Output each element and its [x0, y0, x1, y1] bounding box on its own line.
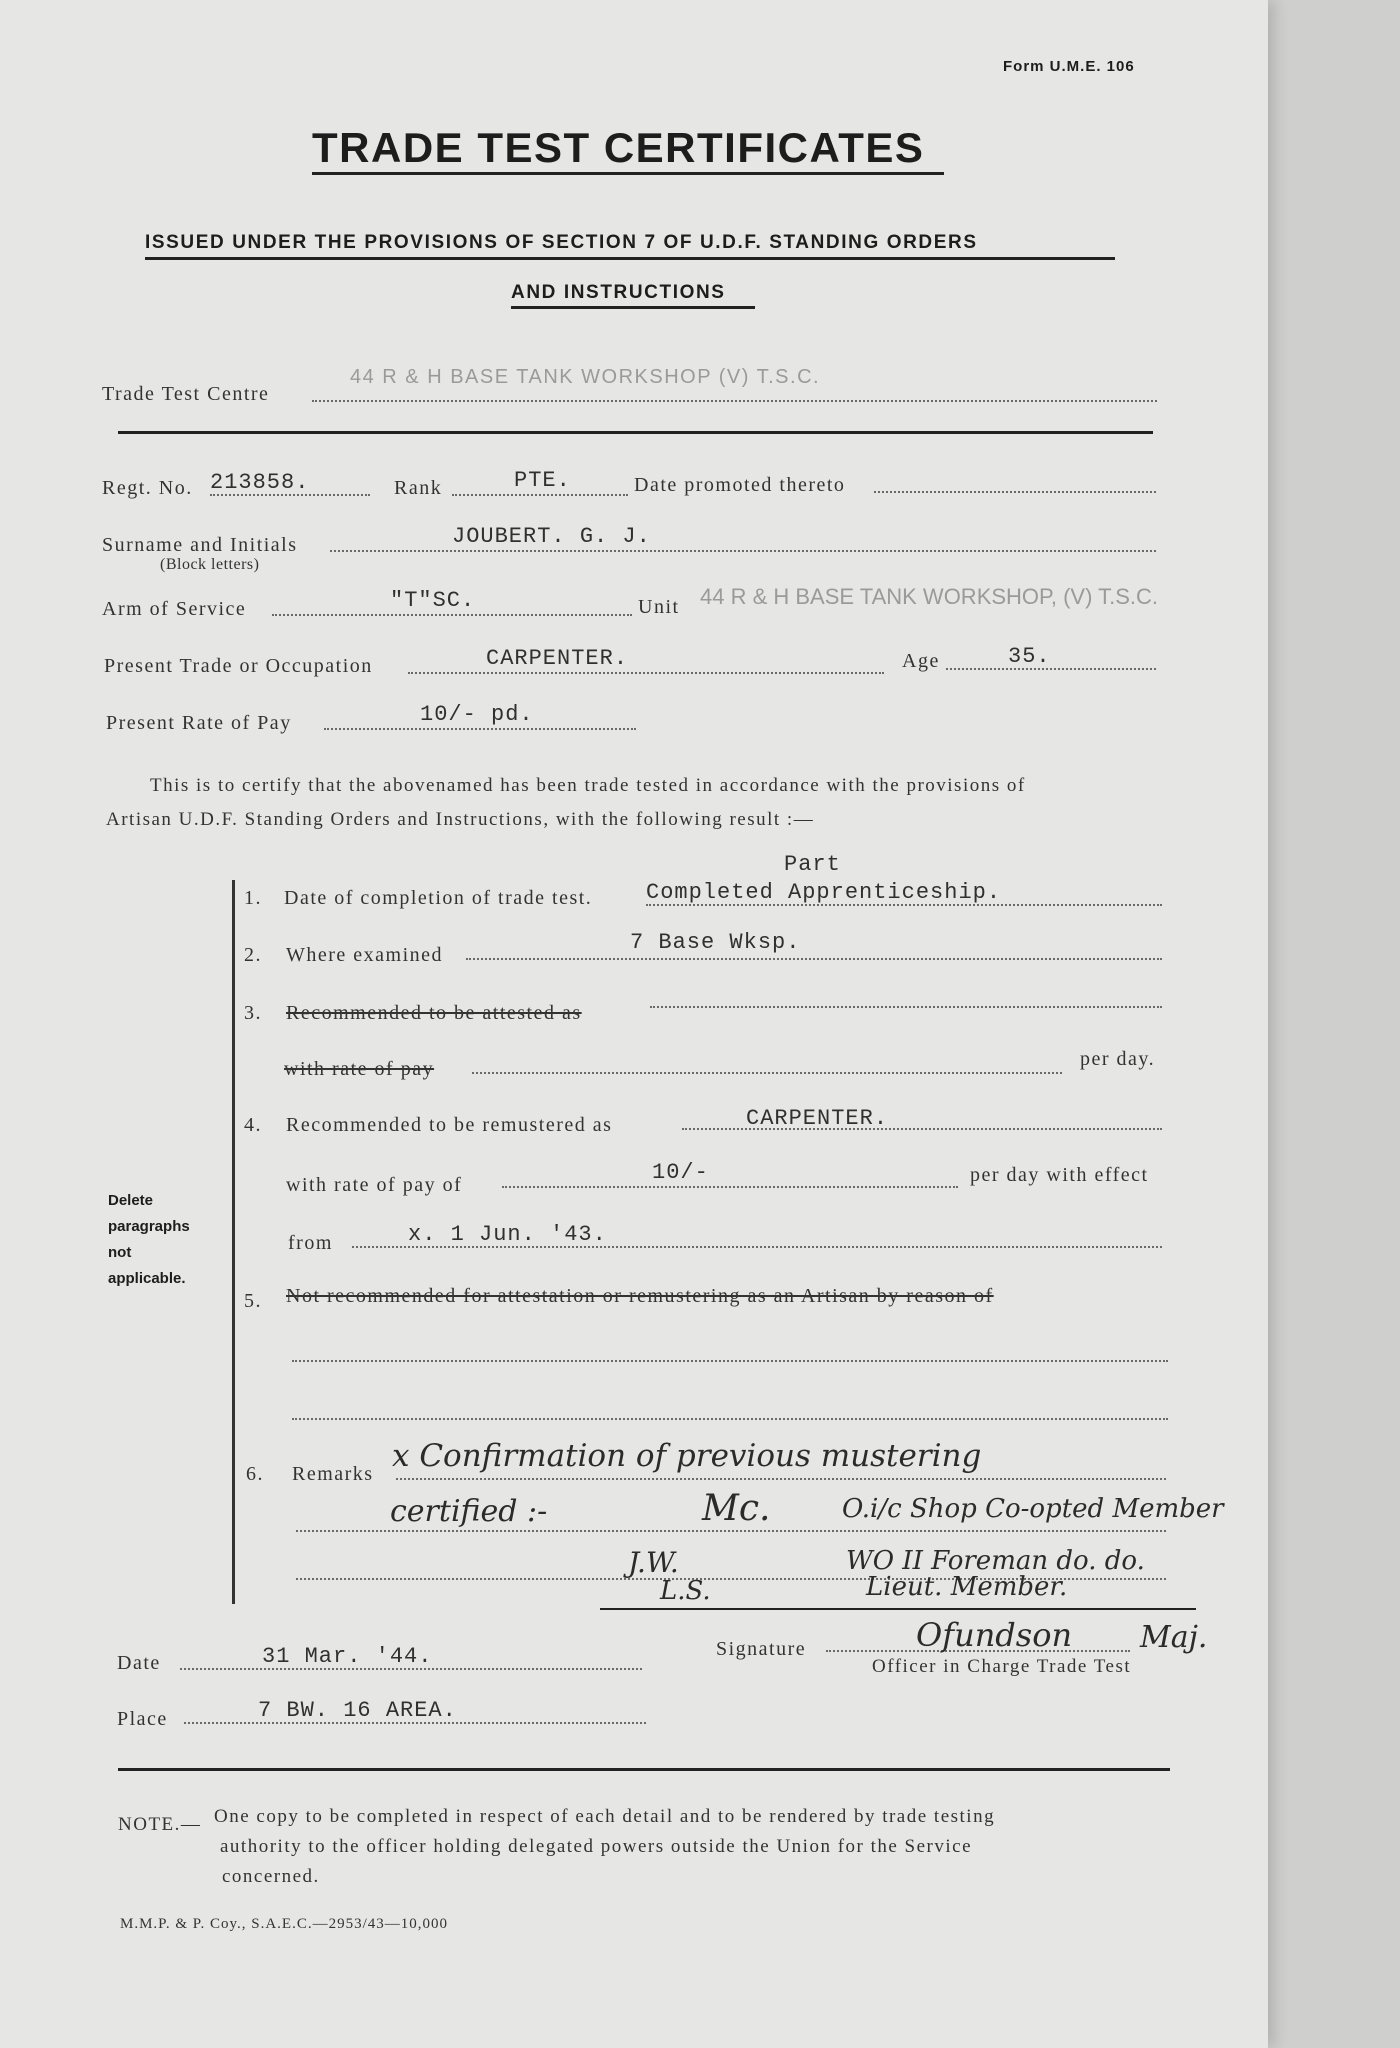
officer-label: Officer in Charge Trade Test — [872, 1656, 1132, 1677]
signature-3: L.S. — [660, 1576, 711, 1606]
item4-value: CARPENTER. — [746, 1106, 889, 1131]
section-rule-bottom — [118, 1768, 1170, 1771]
remarks-line2a: certified :- — [390, 1494, 548, 1529]
item3-number: 3. — [244, 1002, 262, 1024]
remarks-line3: WO II Foreman do. do. — [846, 1546, 1145, 1576]
signature-suffix: Maj. — [1140, 1620, 1208, 1655]
printer-imprint: M.M.P. & P. Coy., S.A.E.C.—2953/43—10,000 — [120, 1916, 448, 1932]
arm-of-service-label: Arm of Service — [102, 598, 247, 620]
place-label: Place — [117, 1708, 168, 1730]
certify-text-line2: Artisan U.D.F. Standing Orders and Instructions, with the following result :— — [106, 809, 815, 830]
dotted-line — [452, 494, 628, 496]
signature-label: Signature — [716, 1638, 807, 1660]
items-bracket — [232, 880, 235, 1604]
remarks-line4: Lieut. Member. — [866, 1572, 1068, 1602]
item4-number: 4. — [244, 1114, 262, 1136]
remarks-line1: x Confirmation of previous mustering — [392, 1438, 982, 1474]
dotted-line — [324, 728, 636, 730]
dotted-line — [472, 1072, 1062, 1074]
item2-number: 2. — [244, 944, 262, 966]
date-promoted-label: Date promoted thereto — [634, 474, 846, 496]
unit-label: Unit — [638, 596, 680, 618]
dotted-line — [210, 494, 370, 496]
regt-no-value: 213858. — [210, 470, 310, 495]
item4-effect-text: per day with effect — [970, 1164, 1149, 1186]
dotted-line — [292, 1360, 1168, 1362]
item4-from-value: x. 1 Jun. '43. — [408, 1222, 607, 1247]
note-line2: authority to the officer holding delegated powers outside the Union for the Service — [220, 1836, 973, 1857]
item4-label: Recommended to be remustered as — [286, 1114, 613, 1136]
surname-label: Surname and Initials — [102, 534, 298, 556]
surname-value: JOUBERT. G. J. — [452, 524, 651, 549]
dotted-line — [466, 958, 1162, 960]
item1-insert: Part — [784, 852, 841, 877]
item5-label: Not recommended for attestation or remustering as an Artisan by reason of — [286, 1285, 994, 1307]
item1-number: 1. — [244, 887, 262, 909]
place-value: 7 BW. 16 AREA. — [258, 1698, 457, 1723]
remarks-underline — [600, 1608, 1196, 1610]
arm-of-service-value: "T"SC. — [390, 588, 476, 613]
form-number: Form U.M.E. 106 — [1003, 58, 1135, 75]
page-title: TRADE TEST CERTIFICATES — [312, 124, 925, 171]
item6-number: 6. — [246, 1463, 264, 1485]
dotted-line — [296, 1530, 1166, 1532]
dotted-line — [502, 1186, 958, 1188]
dotted-line — [646, 904, 1162, 906]
subtitle-line1: ISSUED UNDER THE PROVISIONS OF SECTION 7 OF U.D.F. STANDING ORDERS — [145, 232, 978, 253]
dotted-line — [184, 1722, 646, 1724]
subtitle2-underline — [511, 306, 755, 309]
officer-signature: Ofundson — [916, 1616, 1073, 1654]
dotted-line — [180, 1668, 642, 1670]
item5-number: 5. — [244, 1290, 262, 1312]
note-label: NOTE.— — [118, 1814, 202, 1835]
delete-paragraphs-note — [108, 1188, 218, 1292]
item4-from-label: from — [288, 1232, 333, 1254]
subtitle-underline — [145, 257, 1115, 260]
dotted-line — [874, 491, 1156, 493]
dotted-line — [650, 1006, 1162, 1008]
remarks-line2b: O.i/c Shop Co-opted Member — [842, 1494, 1224, 1524]
unit-stamp: 44 R & H BASE TANK WORKSHOP, (V) T.S.C. — [700, 584, 1159, 609]
rank-value: PTE. — [514, 468, 571, 493]
item2-value: 7 Base Wksp. — [630, 930, 801, 955]
present-pay-value: 10/- pd. — [420, 702, 534, 727]
item4-pay-label: with rate of pay of — [286, 1174, 463, 1196]
section-rule-top — [118, 431, 1153, 434]
signature-1: Mc. — [702, 1488, 771, 1529]
trade-test-centre-label: Trade Test Centre — [102, 383, 270, 405]
dotted-line — [312, 400, 1157, 402]
item1-value: Completed Apprenticeship. — [646, 880, 1002, 905]
present-pay-label: Present Rate of Pay — [106, 712, 292, 734]
dotted-line — [330, 550, 1156, 552]
rank-label: Rank — [394, 477, 443, 499]
subtitle-line2: AND INSTRUCTIONS — [511, 282, 726, 303]
delete-note-line: not — [108, 1244, 132, 1261]
title-underline — [312, 172, 944, 175]
dotted-line — [396, 1478, 1166, 1480]
dotted-line — [292, 1418, 1168, 1420]
note-line3: concerned. — [222, 1866, 320, 1887]
delete-note-line: Delete — [108, 1192, 154, 1209]
dotted-line — [408, 672, 884, 674]
date-label: Date — [117, 1652, 161, 1674]
surname-note: (Block letters) — [160, 556, 260, 573]
trade-test-centre-stamp: 44 R & H BASE TANK WORKSHOP (V) T.S.C. — [350, 366, 821, 388]
item3-label: Recommended to be attested as — [286, 1002, 582, 1024]
date-value: 31 Mar. '44. — [262, 1644, 433, 1669]
present-trade-label: Present Trade or Occupation — [104, 655, 373, 677]
age-value: 35. — [1008, 644, 1051, 669]
dotted-line — [682, 1128, 1162, 1130]
item1-label: Date of completion of trade test. — [284, 887, 593, 909]
item3-pay-label: with rate of pay — [284, 1058, 435, 1080]
signature-2: J.W. — [628, 1546, 679, 1579]
item3-per-day: per day. — [1080, 1048, 1156, 1070]
note-line1: One copy to be completed in respect of each detail and to be rendered by trade testing — [214, 1806, 996, 1827]
item6-label: Remarks — [292, 1463, 374, 1485]
delete-note-line: applicable. — [108, 1270, 186, 1287]
dotted-line — [352, 1246, 1162, 1248]
age-label: Age — [902, 650, 940, 672]
present-trade-value: CARPENTER. — [486, 646, 629, 671]
regt-no-label: Regt. No. — [102, 477, 193, 499]
dotted-line — [946, 668, 1156, 670]
item4-pay-value: 10/- — [652, 1160, 709, 1185]
item2-label: Where examined — [286, 944, 444, 966]
dotted-line — [272, 614, 632, 616]
certify-text-line1: This is to certify that the abovenamed has been trade tested in accordance with the provisions of — [150, 775, 1026, 796]
delete-note-line: paragraphs — [108, 1218, 190, 1235]
